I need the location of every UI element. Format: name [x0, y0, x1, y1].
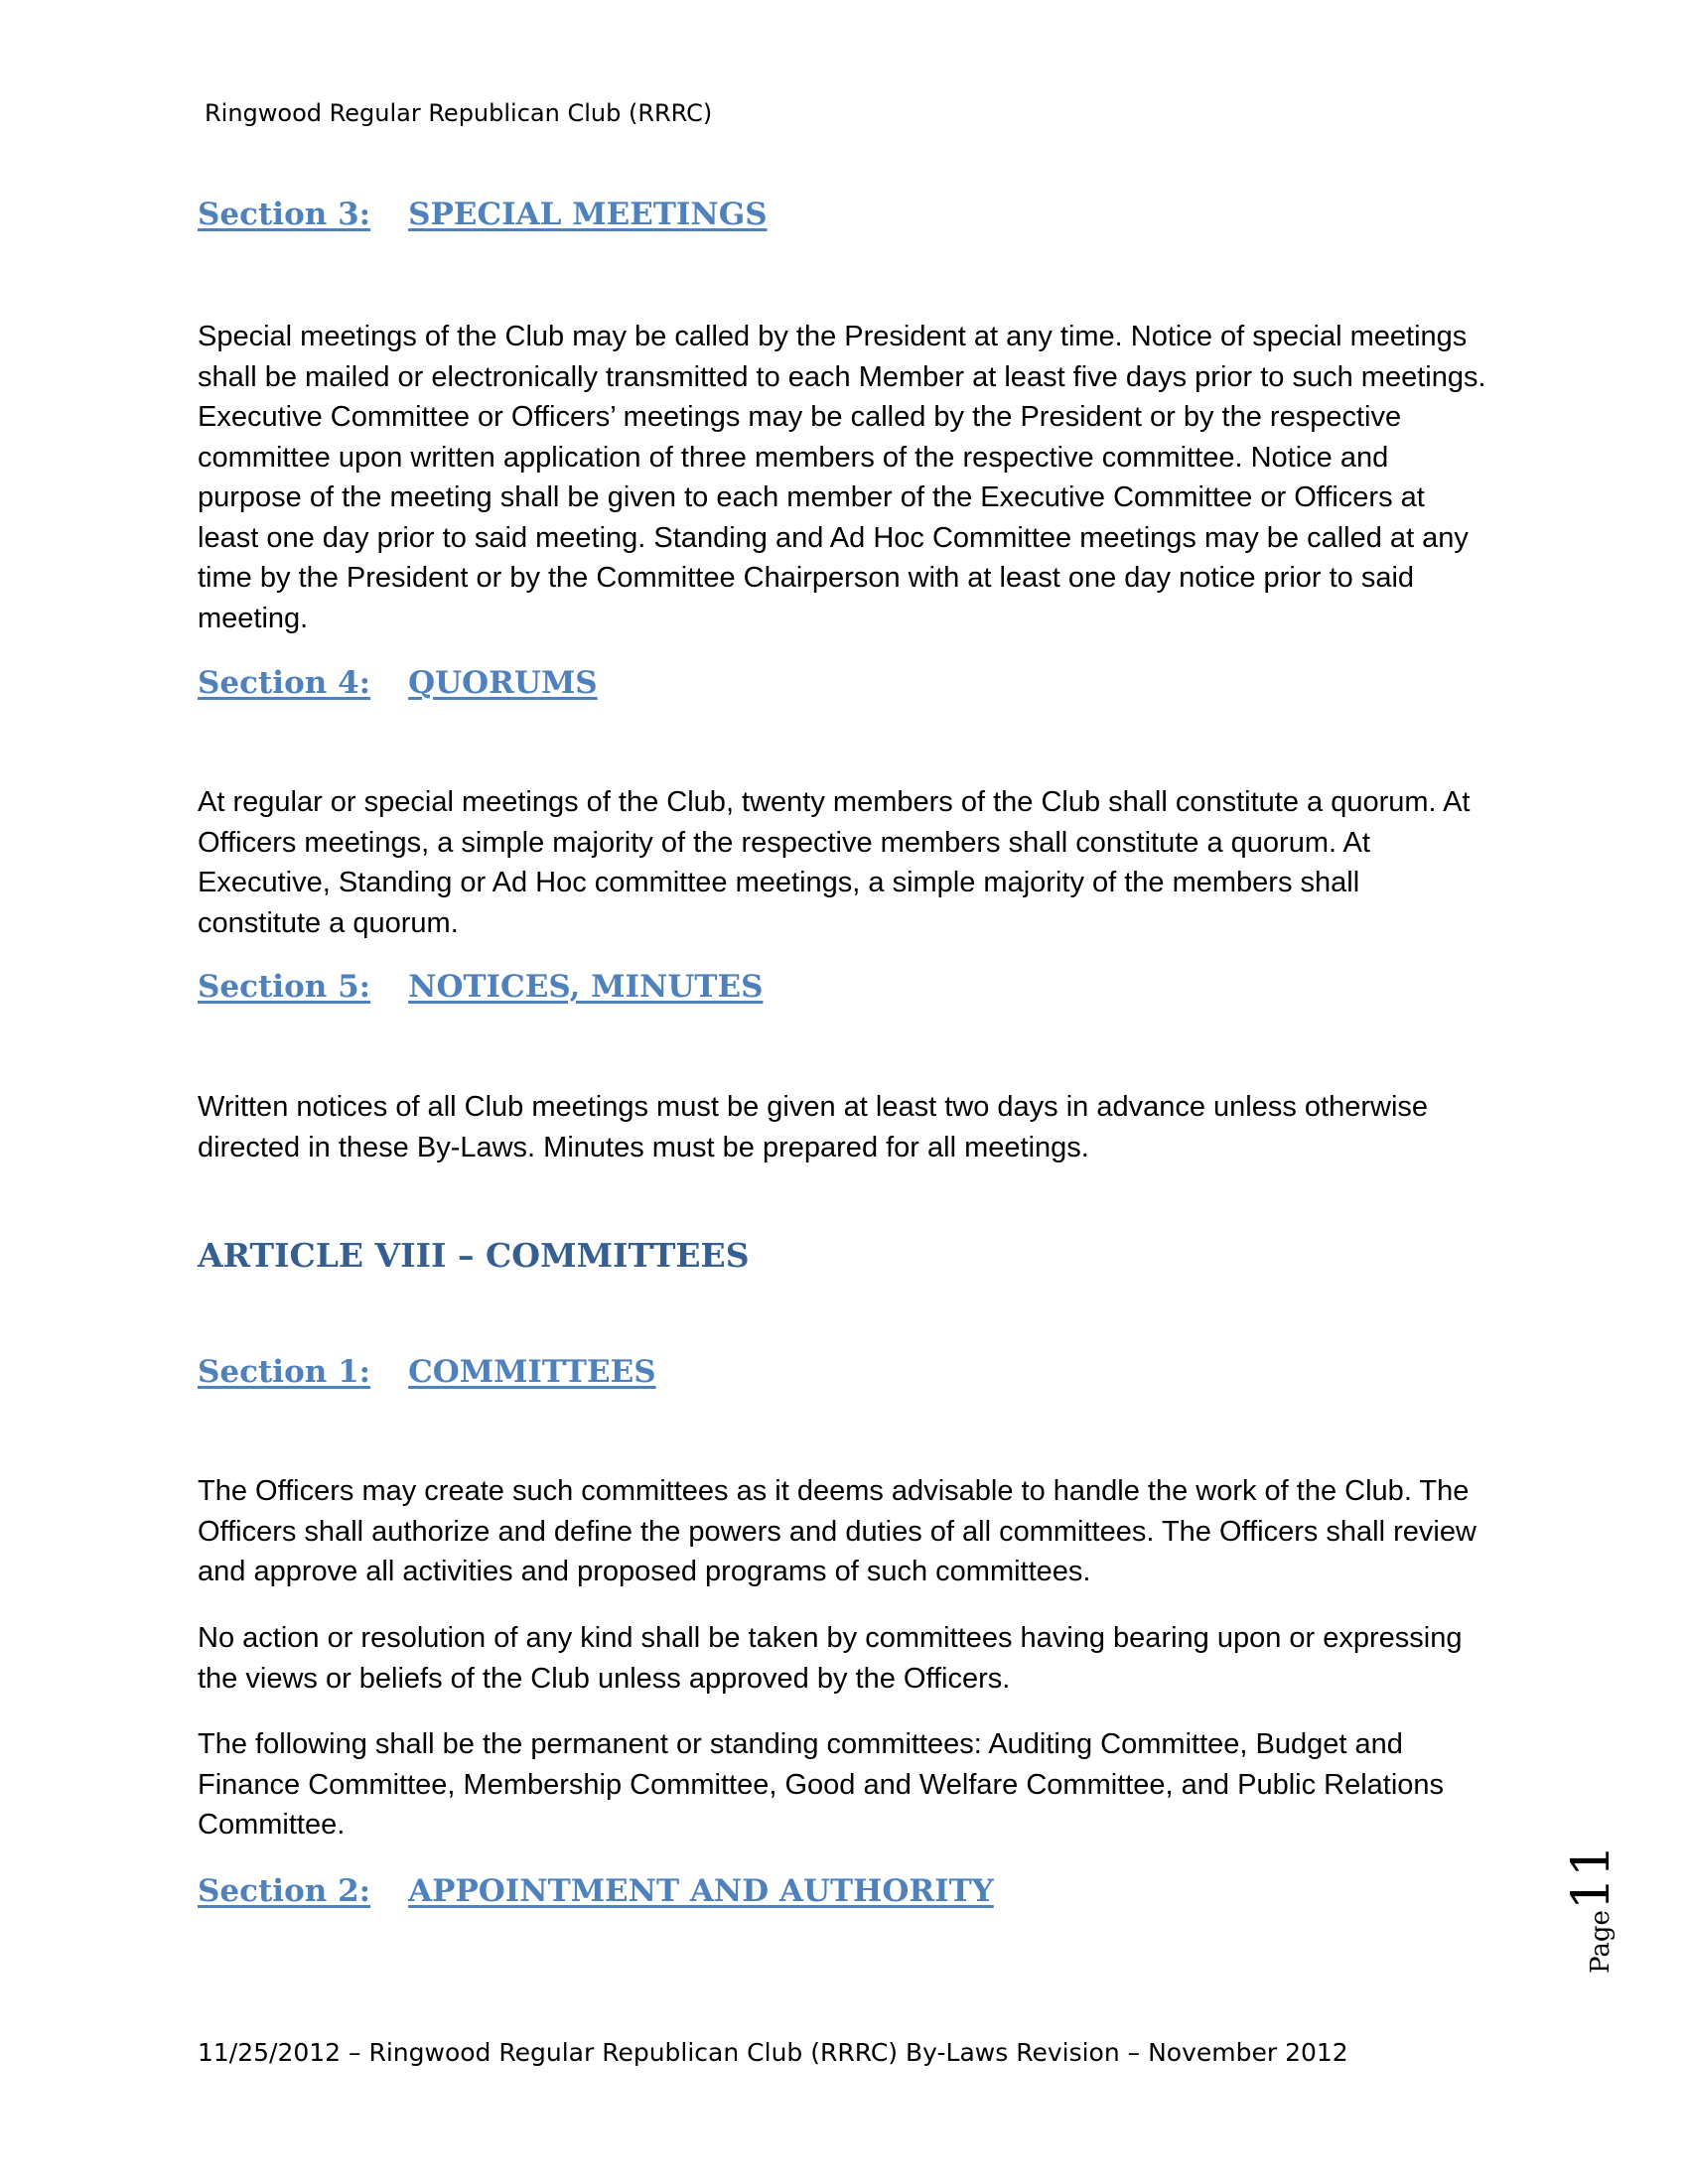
section-number-label: Section 2: [198, 1873, 371, 1909]
section-title: COMMITTEES [408, 1354, 656, 1390]
committees-paragraph-2: No action or resolution of any kind shall be taken by committees having bearing upon or expressing the views or beliefs of the Club unless approved by the Officers. [198, 1622, 1463, 1695]
section-3-heading [198, 197, 768, 232]
article-section-2-heading [198, 1873, 994, 1909]
committees-paragraph-1: The Officers may create such committees as it deems advisable to handle the work of the Club. The Officers shall authorize and define the powers and duties of all committees. The Officers shall review and approve all activities and proposed programs of such committees. [198, 1475, 1477, 1587]
section-3-paragraph: Special meetings of the Club may be called by the President at any time. Notice of special meetings shall be mailed or electronically transmitted to each Member at least five days prior to such meetings. Executive Committee or Officers’ meetings may be called by the President or by the respective committee upon written application of three members of the respective committee. Notice and purpose of the meeting shall be given to each member of the Executive Committee or Officers at least one day prior to said meeting. Standing and Ad Hoc Committee meetings may be called at any time by the President or by the Committee Chairperson with at least one day notice prior to said meeting. [198, 321, 1486, 634]
page-number [1562, 1835, 1621, 1974]
section-5-paragraph: Written notices of all Club meetings must be given at least two days in advance unless otherwise directed in these By-Laws. Minutes must be prepared for all meetings. [198, 1091, 1429, 1163]
article-heading: ARTICLE VIII – COMMITTEES [198, 1236, 750, 1275]
section-number-label: Section 3: [198, 197, 371, 232]
section-4-heading [198, 665, 598, 701]
section-5-heading [198, 969, 763, 1005]
section-title: APPOINTMENT AND AUTHORITY [408, 1873, 994, 1909]
section-number-label: Section 1: [198, 1354, 371, 1390]
section-title: SPECIAL MEETINGS [408, 197, 768, 232]
section-title: QUORUMS [408, 665, 598, 701]
document-footer: 11/25/2012 – Ringwood Regular Republican Club (RRRC) By-Laws Revision – November 2012 [198, 2038, 1348, 2067]
committees-paragraph-3: The following shall be the permanent or standing committees: Auditing Committee, Budget and Finance Committee, Membership Committee, Good and Welfare Committee, and Public Relations Committee. [198, 1728, 1445, 1841]
page-number-value: 11 [1562, 1843, 1621, 1911]
section-number-label: Section 5: [198, 969, 371, 1005]
article-section-1-heading [198, 1354, 656, 1390]
section-number-label: Section 4: [198, 665, 371, 701]
section-title: NOTICES, MINUTES [408, 969, 764, 1005]
section-4-paragraph: At regular or special meetings of the Club, twenty members of the Club shall constitute a quorum. At Officers meetings, a simple majority of the respective members shall constitute a quorum. At Executive, Standing or Ad Hoc committee meetings, a simple majority of the members shall constitute a quorum. [198, 786, 1471, 939]
page-label: Page [1586, 1910, 1616, 1974]
document-header: Ringwood Regular Republican Club (RRRC) [205, 99, 713, 127]
